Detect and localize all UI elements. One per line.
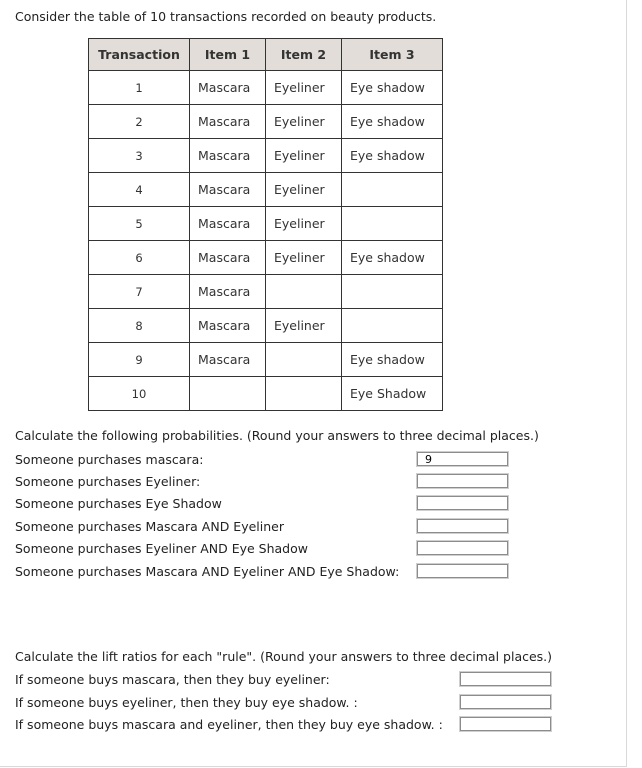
transaction-number: 2: [89, 105, 190, 139]
item-1-cell: Mascara: [190, 71, 266, 105]
item-1-cell: Mascara: [190, 275, 266, 309]
item-3-cell: [342, 275, 443, 309]
header-transaction: Transaction: [89, 39, 190, 71]
answer-eyeliner-input[interactable]: [417, 474, 508, 488]
item-3-cell: Eye shadow: [342, 139, 443, 173]
item-3-cell: Eye shadow: [342, 105, 443, 139]
item-2-cell: Eyeliner: [266, 173, 342, 207]
item-1-cell: Mascara: [190, 105, 266, 139]
table-row: [89, 71, 443, 105]
item-2-cell: Eyeliner: [266, 105, 342, 139]
table-row: [89, 275, 443, 309]
transaction-number: 10: [89, 377, 190, 411]
table-row: [89, 207, 443, 241]
question-label: If someone buys mascara and eyeliner, then they buy eye shadow. :: [15, 717, 443, 732]
table-row: [89, 377, 443, 411]
item-1-cell: Mascara: [190, 139, 266, 173]
table-row: [89, 309, 443, 343]
intro-text: Consider the table of 10 transactions recorded on beauty products.: [15, 9, 437, 24]
lift-instructions: Calculate the lift ratios for each "rule". (Round your answers to three decimal places.): [15, 649, 553, 664]
item-2-cell: Eyeliner: [266, 241, 342, 275]
lift-mascara-eyeliner-input[interactable]: [460, 672, 551, 686]
transaction-number: 8: [89, 309, 190, 343]
transactions-table: [88, 38, 443, 411]
item-3-cell: [342, 173, 443, 207]
item-2-cell: Eyeliner: [266, 139, 342, 173]
item-3-cell: [342, 309, 443, 343]
table-row: [89, 343, 443, 377]
item-1-cell: Mascara: [190, 309, 266, 343]
item-2-cell: Eyeliner: [266, 309, 342, 343]
transaction-number: 1: [89, 71, 190, 105]
transaction-number: 6: [89, 241, 190, 275]
transaction-number: 3: [89, 139, 190, 173]
lift-eyeliner-eye-shadow-input[interactable]: [460, 695, 551, 709]
transaction-number: 4: [89, 173, 190, 207]
answer-all-three-input[interactable]: [417, 564, 508, 578]
item-2-cell: [266, 275, 342, 309]
transaction-number: 9: [89, 343, 190, 377]
item-2-cell: [266, 377, 342, 411]
answer-eye-shadow-input[interactable]: [417, 496, 508, 510]
item-1-cell: Mascara: [190, 207, 266, 241]
table-header-row: [89, 39, 443, 71]
item-1-cell: Mascara: [190, 241, 266, 275]
question-label: Someone purchases Mascara AND Eyeliner: [15, 519, 284, 534]
item-3-cell: [342, 207, 443, 241]
question-label: If someone buys mascara, then they buy eyeliner:: [15, 672, 330, 687]
probabilities-instructions: Calculate the following probabilities. (Round your answers to three decimal places.): [15, 428, 539, 443]
item-2-cell: Eyeliner: [266, 71, 342, 105]
item-3-cell: Eye shadow: [342, 343, 443, 377]
lift-mascara-eyeliner-eye-shadow-input[interactable]: [460, 717, 551, 731]
item-2-cell: Eyeliner: [266, 207, 342, 241]
item-3-cell: Eye shadow: [342, 71, 443, 105]
table-row: [89, 173, 443, 207]
question-label: Someone purchases Eyeliner:: [15, 474, 201, 489]
table-row: [89, 241, 443, 275]
question-label: Someone purchases Eye Shadow: [15, 496, 222, 511]
item-2-cell: [266, 343, 342, 377]
transaction-number: 7: [89, 275, 190, 309]
transaction-number: 5: [89, 207, 190, 241]
table-row: [89, 139, 443, 173]
item-3-cell: Eye shadow: [342, 241, 443, 275]
table-row: [89, 105, 443, 139]
header-item-1: Item 1: [190, 39, 266, 71]
header-item-3: Item 3: [342, 39, 443, 71]
item-1-cell: Mascara: [190, 173, 266, 207]
answer-mascara-input[interactable]: [417, 452, 508, 466]
answer-mascara-eyeliner-input[interactable]: [417, 519, 508, 533]
header-item-2: Item 2: [266, 39, 342, 71]
question-label: Someone purchases mascara:: [15, 452, 204, 467]
question-label: If someone buys eyeliner, then they buy eye shadow. :: [15, 695, 358, 710]
question-label: Someone purchases Mascara AND Eyeliner AND Eye Shadow:: [15, 564, 400, 579]
item-1-cell: Mascara: [190, 343, 266, 377]
item-3-cell: Eye Shadow: [342, 377, 443, 411]
answer-eyeliner-eye-shadow-input[interactable]: [417, 541, 508, 555]
question-label: Someone purchases Eyeliner AND Eye Shadow: [15, 541, 308, 556]
item-1-cell: [190, 377, 266, 411]
